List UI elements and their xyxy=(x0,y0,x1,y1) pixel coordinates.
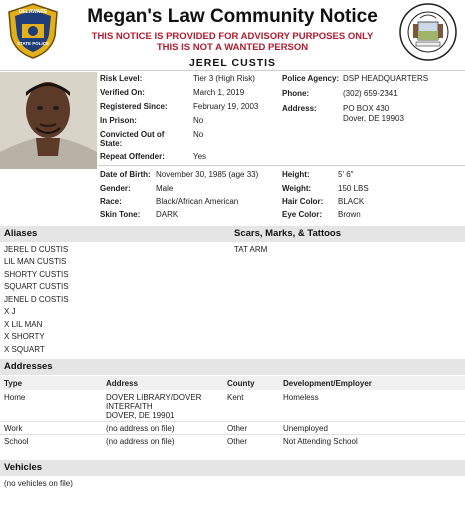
alias-item: SHORTY CUSTIS xyxy=(4,270,69,279)
skin-tone-value: DARK xyxy=(156,210,179,219)
page-title: Megan's Law Community Notice xyxy=(87,6,378,27)
height-value: 5' 6" xyxy=(338,170,354,179)
registered-since-label: Registered Since: xyxy=(100,102,168,111)
table-row-type: Home xyxy=(4,393,26,402)
alias-item: SQUART CUSTIS xyxy=(4,282,69,291)
scar-item: TAT ARM xyxy=(234,245,268,254)
risk-level-value: Tier 3 (High Risk) xyxy=(193,74,255,83)
table-row-address: INTERFAITH xyxy=(106,402,153,411)
addresses-header-bar xyxy=(0,359,465,375)
table-row-type: School xyxy=(4,437,29,446)
alias-item: X J xyxy=(4,307,16,316)
police-agency-value: DSP HEADQUARTERS xyxy=(343,74,429,83)
race-value: Black/African American xyxy=(156,197,239,206)
row-divider xyxy=(0,421,465,422)
offender-photo xyxy=(0,72,97,169)
verified-on-label: Verified On: xyxy=(100,88,145,97)
vehicles-heading: Vehicles xyxy=(4,462,43,473)
table-row-address: (no address on file) xyxy=(106,424,175,433)
badge-text-top: DELAWARE xyxy=(18,9,48,15)
eye-color-label: Eye Color: xyxy=(282,210,323,219)
scars-heading: Scars, Marks, & Tattoos xyxy=(234,228,342,239)
advisory-warning: THIS NOTICE IS PROVIDED FOR ADVISORY PURPOSES ONLY xyxy=(91,31,374,42)
weight-value: 150 LBS xyxy=(338,184,369,193)
table-row-address: (no address on file) xyxy=(106,437,175,446)
phone-value: (302) 659-2341 xyxy=(343,89,398,98)
table-row-employer: Unemployed xyxy=(283,424,328,433)
weight-label: Weight: xyxy=(282,184,312,193)
table-row-county: Other xyxy=(227,424,248,433)
hair-color-value: BLACK xyxy=(338,197,365,206)
address-label: Address: xyxy=(282,104,317,113)
phone-label: Phone: xyxy=(282,89,310,98)
in-prison-label: In Prison: xyxy=(100,116,137,125)
table-row-address: DOVER, DE 19901 xyxy=(106,411,175,420)
convicted-out-of-state-label: Convicted Out of State: xyxy=(100,130,165,148)
alias-item: JENEL D COSTIS xyxy=(4,295,69,304)
not-wanted-warning: THIS IS NOT A WANTED PERSON xyxy=(156,42,309,53)
address-col-type: Type xyxy=(4,379,23,388)
aliases-heading: Aliases xyxy=(4,228,38,239)
agency-address-line2: Dover, DE 19903 xyxy=(343,114,404,123)
convicted-out-of-state-value: No xyxy=(193,130,204,139)
repeat-offender-label: Repeat Offender: xyxy=(100,152,165,161)
alias-item: LIL MAN CUSTIS xyxy=(4,257,67,266)
table-row-address: DOVER LIBRARY/DOVER xyxy=(106,393,202,402)
gender-label: Gender: xyxy=(100,184,131,193)
address-col-address: Address xyxy=(106,379,139,388)
offender-name: JEREL CUSTIS xyxy=(188,57,277,69)
verified-on-value: March 1, 2019 xyxy=(193,88,245,97)
table-row-type: Work xyxy=(4,424,23,433)
repeat-offender-value: Yes xyxy=(193,152,207,161)
skin-tone-label: Skin Tone: xyxy=(100,210,141,219)
agency-address-line1: PO BOX 430 xyxy=(343,104,390,113)
alias-item: JEREL D CUSTIS xyxy=(4,245,69,254)
addresses-heading: Addresses xyxy=(4,361,53,372)
aliases-header-bar xyxy=(0,226,465,242)
address-col-employer: Development/Employer xyxy=(283,379,372,388)
row-divider xyxy=(0,434,465,435)
gender-value: Male xyxy=(156,184,174,193)
table-row-employer: Homeless xyxy=(283,393,319,402)
risk-level-label: Risk Level: xyxy=(100,74,143,83)
registered-since-value: February 19, 2003 xyxy=(193,102,259,111)
alias-item: X SQUART xyxy=(4,345,45,354)
alias-item: X LIL MAN xyxy=(4,320,43,329)
badge-text-bottom: STATE POLICE xyxy=(16,41,50,46)
vehicles-text: (no vehicles on file) xyxy=(4,479,73,488)
table-row-employer: Not Attending School xyxy=(283,437,358,446)
table-row-county: Kent xyxy=(227,393,244,402)
police-agency-label: Police Agency: xyxy=(282,74,340,83)
height-label: Height: xyxy=(282,170,310,179)
dob-value: November 30, 1985 (age 33) xyxy=(156,170,259,179)
hair-color-label: Hair Color: xyxy=(282,197,324,206)
dob-label: Date of Birth: xyxy=(100,170,151,179)
alias-item: X SHORTY xyxy=(4,332,45,341)
table-row-county: Other xyxy=(227,437,248,446)
race-label: Race: xyxy=(100,197,122,206)
in-prison-value: No xyxy=(193,116,204,125)
name-divider xyxy=(0,70,465,71)
details-divider xyxy=(98,165,465,166)
vehicles-header-bar xyxy=(0,460,465,476)
eye-color-value: Brown xyxy=(338,210,361,219)
address-col-county: County xyxy=(227,379,255,388)
